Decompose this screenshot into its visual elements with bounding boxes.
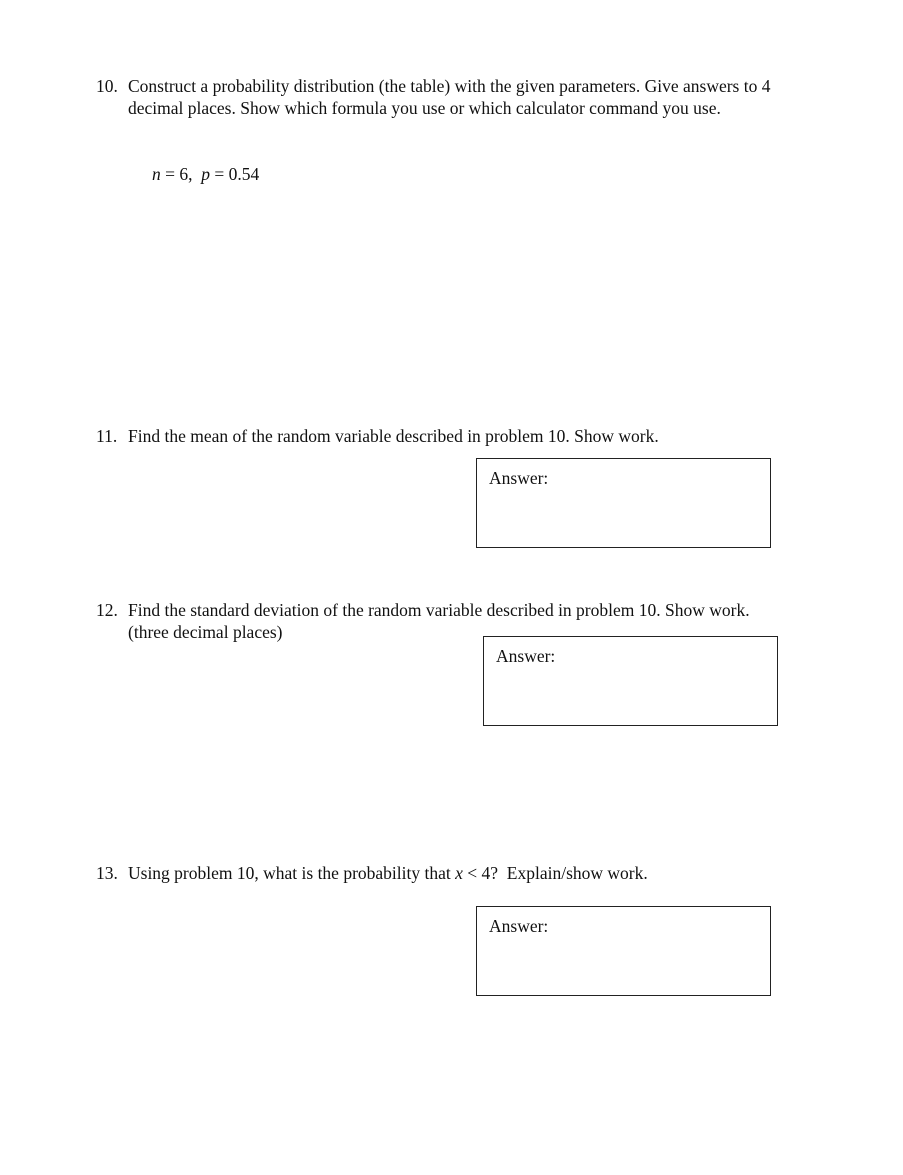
p-value: = 0.54	[210, 164, 260, 184]
problem-text: Find the mean of the random variable described in problem 10. Show work.	[128, 426, 659, 446]
problem-text-before: Using problem 10, what is the probability that	[128, 863, 456, 883]
problem-text	[128, 862, 776, 884]
problem-text: Find the standard deviation of the random variable described in problem 10. Show work. (three decimal places)	[128, 600, 750, 642]
problem-number: 11.	[96, 426, 118, 446]
problem-number: 10.	[96, 76, 118, 96]
problem-10-parameters	[152, 163, 259, 185]
answer-box-11[interactable]	[476, 458, 771, 548]
x-variable: x	[455, 863, 463, 883]
problem-number: 12.	[96, 600, 118, 620]
answer-box-13[interactable]	[476, 906, 771, 996]
problem-10	[96, 75, 776, 119]
answer-label: Answer:	[489, 916, 549, 936]
n-symbol: n	[152, 164, 161, 184]
p-symbol: p	[201, 164, 210, 184]
problem-11	[96, 425, 776, 447]
answer-label: Answer:	[489, 468, 549, 488]
answer-label: Answer:	[496, 646, 556, 666]
answer-box-12[interactable]	[483, 636, 778, 726]
problem-number: 13.	[96, 863, 118, 883]
problem-13	[96, 862, 776, 884]
n-value: = 6,	[160, 164, 202, 184]
problem-text: Construct a probability distribution (the table) with the given parameters. Give answers to 4 decimal places. Show which formula you use or which calculator command you use.	[128, 76, 771, 118]
problem-text-after: < 4? Explain/show work.	[462, 863, 648, 883]
